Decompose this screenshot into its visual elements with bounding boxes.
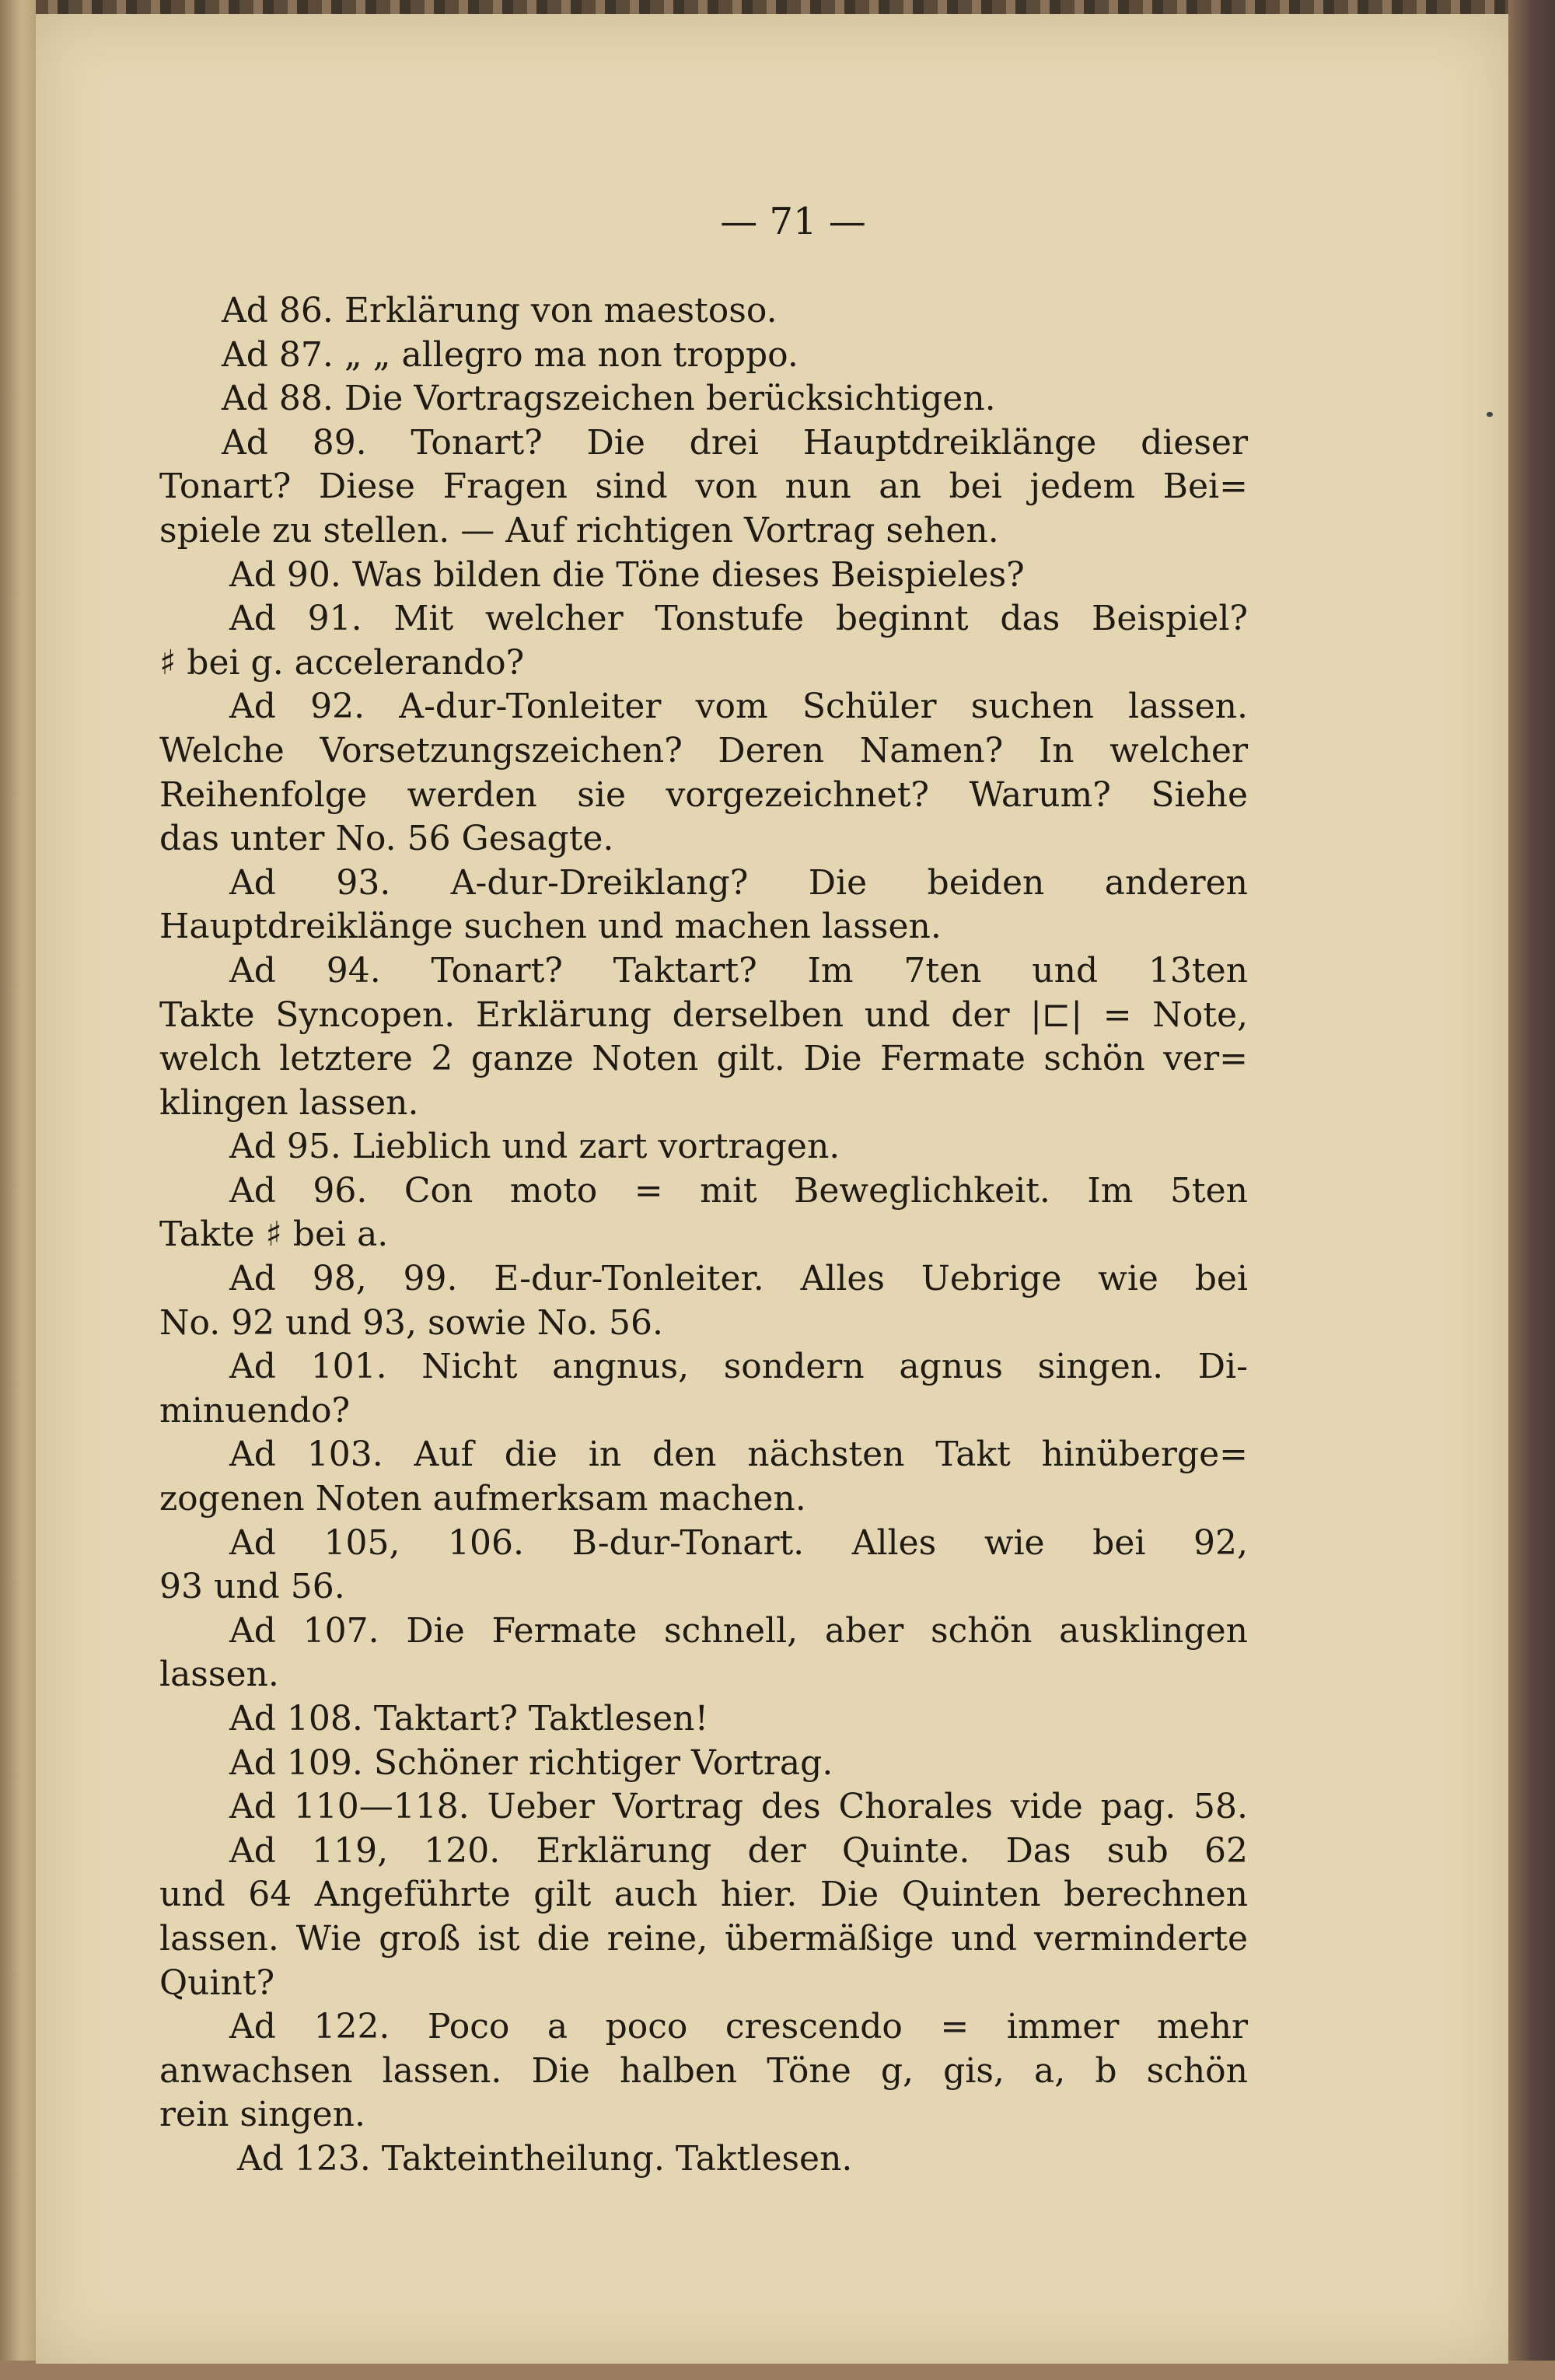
text-line: Ad 94. Tonart? Taktart? Im 7ten und 13ten (229, 950, 1248, 991)
text-line: ♯ bei g. accelerando? (159, 642, 525, 683)
text-line: 93 und 56. (159, 1567, 345, 1607)
text-line: Ad 90. Was bilden die Töne dieses Beispieles? (229, 554, 1025, 595)
text-line: Ad 103. Auf die in den nächsten Takt hinüberge= (229, 1435, 1248, 1475)
text-line: Reihenfolge werden sie vorgezeichnet? Warum? Siehe (159, 774, 1248, 815)
text-line: und 64 Angeführte gilt auch hier. Die Quinten berechnen (159, 1875, 1248, 1915)
text-line: Ad 88. Die Vortragszeichen berücksichtigen. (222, 379, 996, 419)
text-line: Ad 92. A-dur-Tonleiter vom Schüler suchen lassen. (229, 687, 1248, 727)
text-line: No. 92 und 93, sowie No. 56. (159, 1302, 663, 1343)
text-line: Ad 123. Takteintheilung. Taktlesen. (237, 2138, 853, 2179)
text-line: Ad 98, 99. E-dur-Tonleiter. Alles Uebrige wie bei (229, 1259, 1248, 1299)
text-line: Ad 95. Lieblich und zart vortragen. (229, 1127, 840, 1167)
text-line: spiele zu stellen. — Auf richtigen Vortrag sehen. (159, 510, 999, 550)
text-line: welch letztere 2 ganze Noten gilt. Die Fermate schön ver= (159, 1039, 1248, 1079)
margin-mark (1487, 412, 1493, 417)
text-line: Ad 86. Erklärung von maestoso. (222, 291, 778, 330)
text-line: Ad 108. Taktart? Taktlesen! (229, 1699, 709, 1739)
text-line: Ad 110—118. Ueber Vortrag des Chorales vide pag. 58. (229, 1787, 1248, 1827)
text-line: Ad 101. Nicht angnus, sondern agnus singen. Di- (229, 1347, 1248, 1387)
text-line: Ad 93. A-dur-Dreiklang? Die beiden anderen (229, 862, 1248, 903)
text-line: rein singen. (159, 2095, 365, 2135)
text-line: lassen. Wie groß ist die reine, übermäßige und verminderte (159, 1918, 1248, 1959)
text-line: zogenen Noten aufmerksam machen. (159, 1479, 806, 1519)
text-line: Ad 105, 106. B-dur-Tonart. Alles wie bei 92, (229, 1522, 1248, 1563)
text-line: Ad 96. Con moto = mit Beweglichkeit. Im 5ten (229, 1170, 1248, 1211)
text-line: Ad 109. Schöner richtiger Vortrag. (229, 1742, 833, 1783)
text-line: Hauptdreiklänge suchen und machen lassen. (159, 907, 942, 947)
text-line: Quint? (159, 1962, 275, 2003)
text-line: klingen lassen. (159, 1082, 419, 1123)
text-line: Takte Syncopen. Erklärung derselben und der |⊏| = Note, (159, 994, 1248, 1035)
text-line: Ad 91. Mit welcher Tonstufe beginnt das Beispiel? (229, 599, 1248, 639)
text-line: Ad 122. Poco a poco crescendo = immer mehr (229, 2007, 1248, 2047)
text-line: Ad 119, 120. Erklärung der Quinte. Das sub 62 (229, 1830, 1248, 1871)
text-line: das unter No. 56 Gesagte. (159, 819, 614, 859)
cover-edge (1508, 0, 1555, 2380)
page-text (159, 289, 1248, 2233)
text-line: Takte ♯ bei a. (159, 1214, 389, 1255)
page-number: — 71 — (720, 200, 866, 243)
text-line: Ad 107. Die Fermate schnell, aber schön ausklingen (229, 1610, 1248, 1651)
binding-edge (0, 0, 36, 2380)
text-line: Ad 89. Tonart? Die drei Hauptdreiklänge dieser (222, 422, 1248, 463)
text-line: Welche Vorsetzungszeichen? Deren Namen? In welcher (159, 730, 1248, 771)
text-line: anwachsen lassen. Die halben Töne g, gis, a, b schön (159, 2050, 1248, 2091)
text-line: minuendo? (159, 1390, 351, 1431)
text-line: lassen. (159, 1655, 279, 1695)
text-line: Ad 87. „ „ allegro ma non troppo. (222, 334, 798, 375)
text-line: Tonart? Diese Fragen sind von nun an bei jedem Bei= (159, 467, 1248, 507)
